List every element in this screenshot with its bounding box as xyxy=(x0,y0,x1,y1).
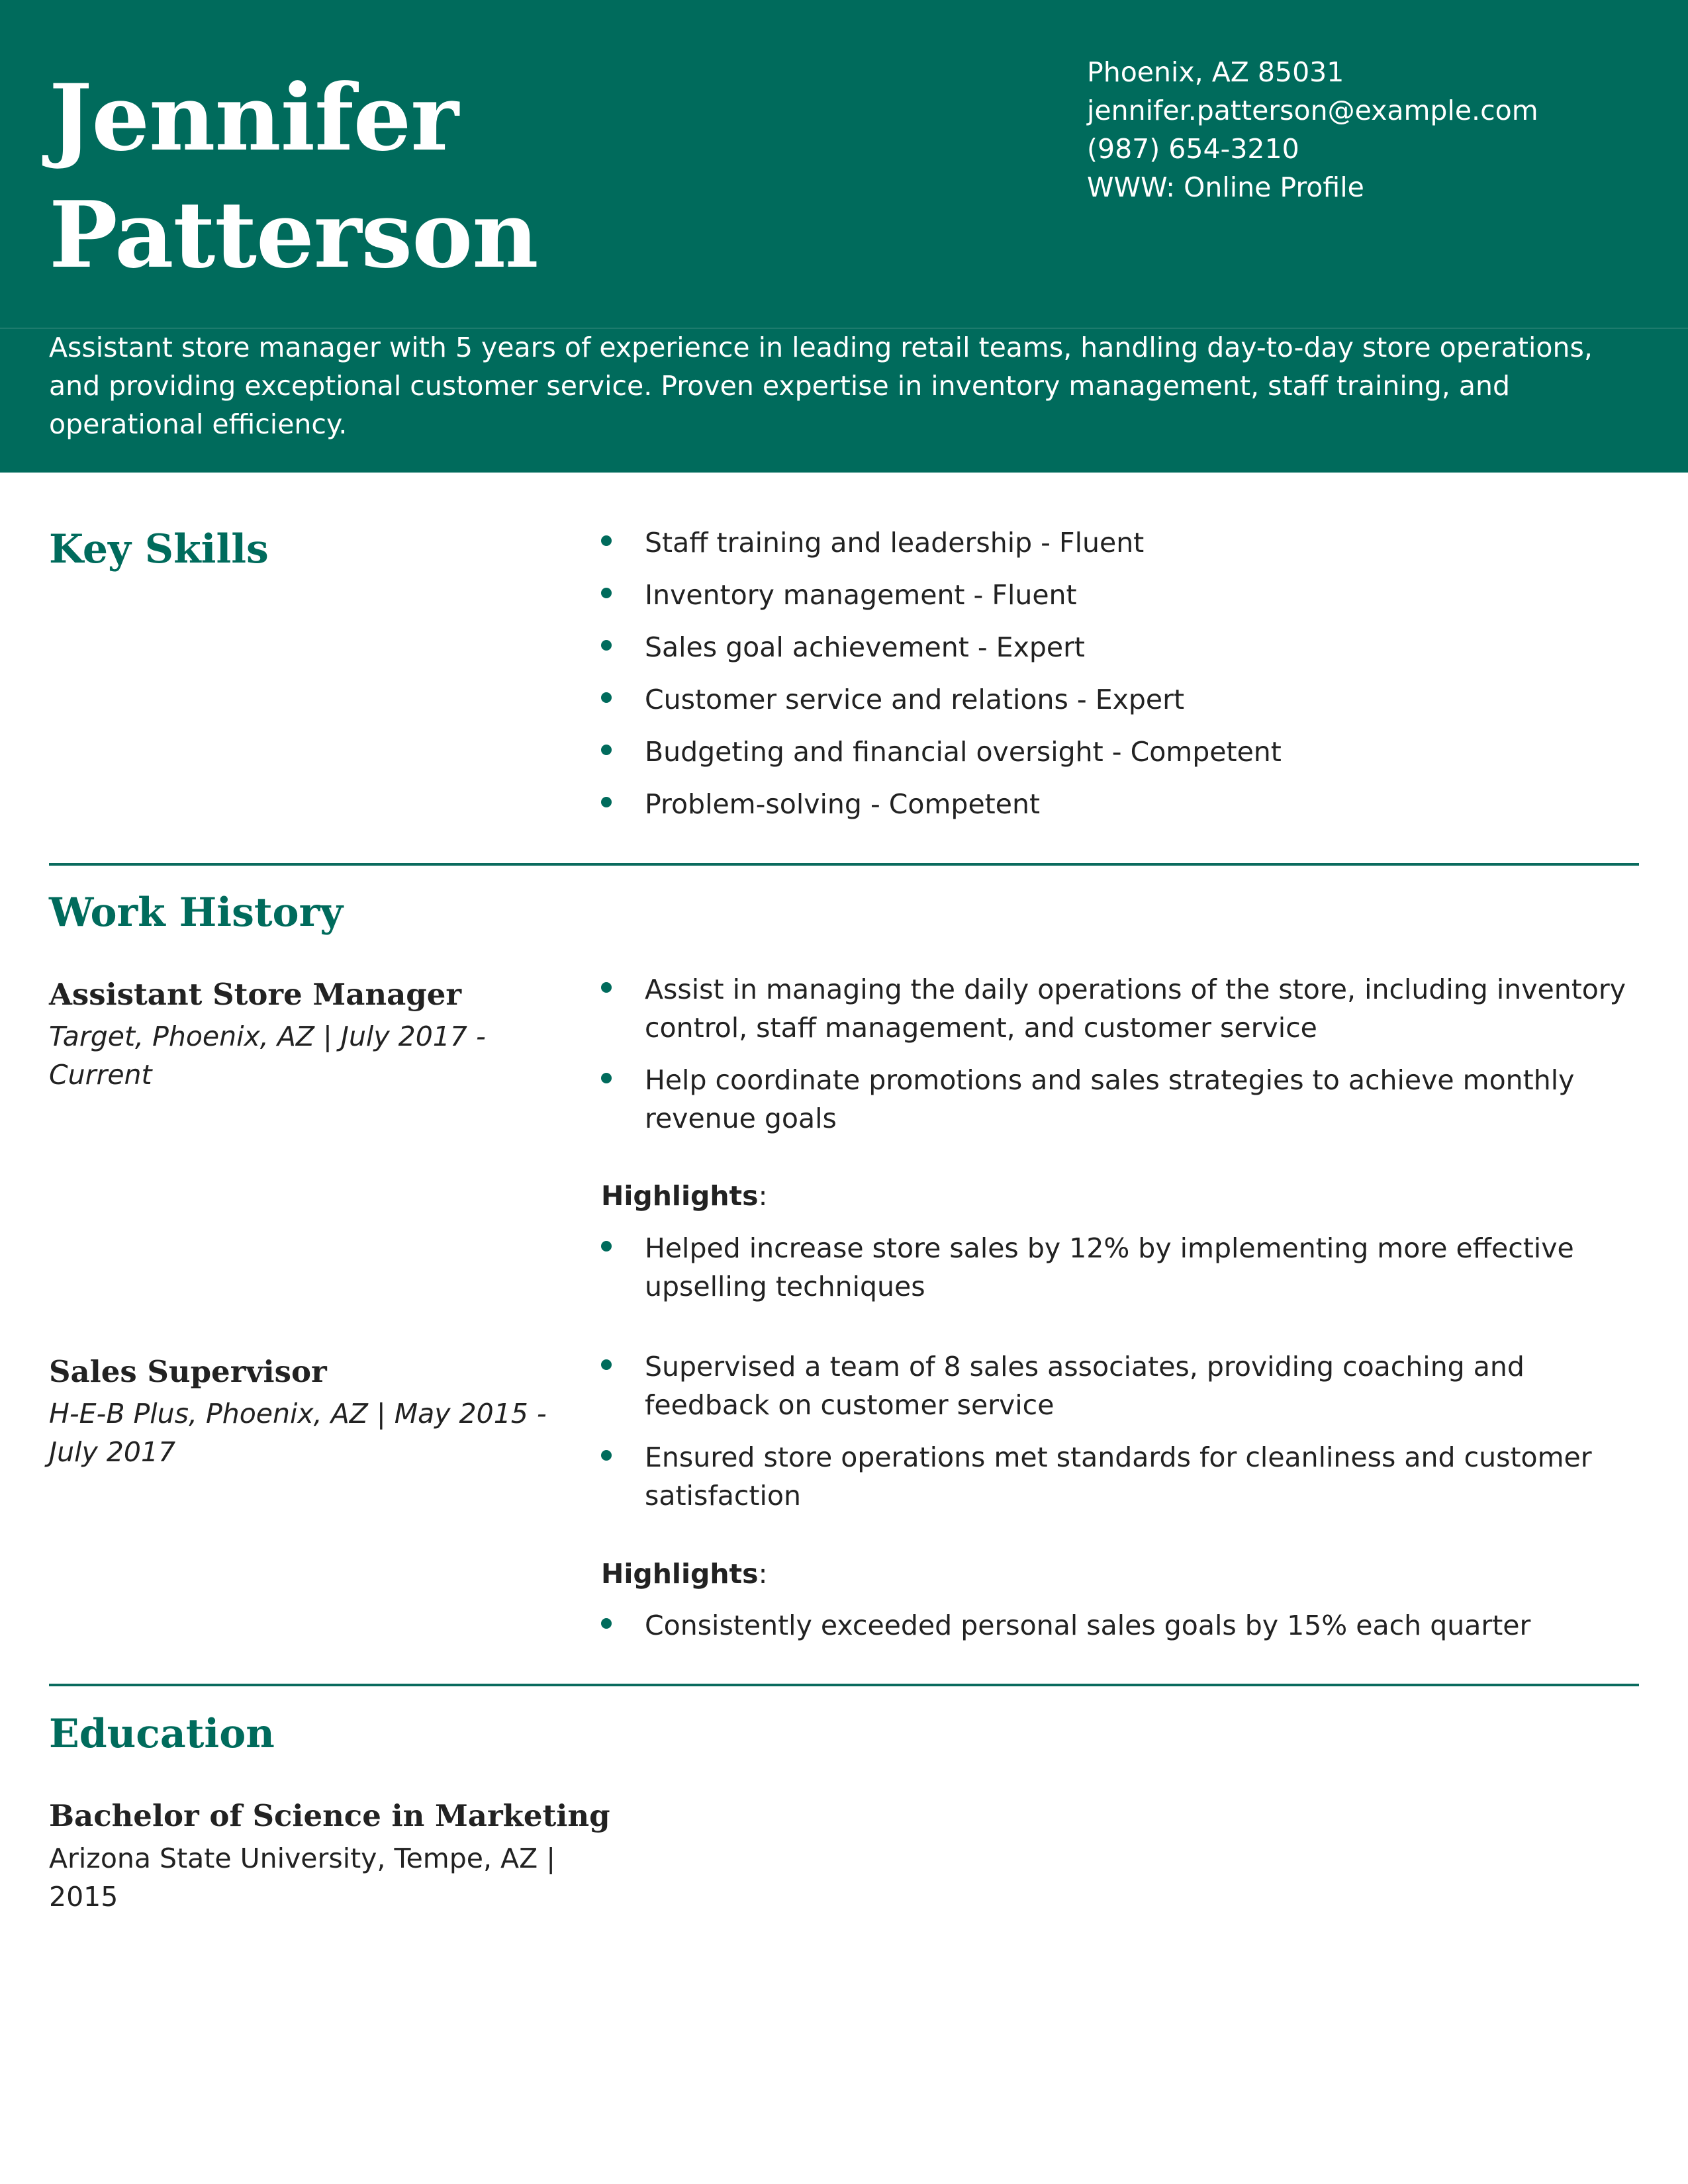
candidate-last-name: Patterson xyxy=(49,181,538,289)
skill-item xyxy=(601,628,1654,666)
skill-text: Customer service and relations - Expert xyxy=(645,684,1185,715)
job-highlight-item xyxy=(601,1606,1654,1645)
contact-website[interactable]: WWW: Online Profile xyxy=(1087,171,1364,203)
bullet-icon xyxy=(601,1359,612,1370)
contact-location: Phoenix, AZ 85031 xyxy=(1087,56,1344,88)
skill-item xyxy=(601,680,1654,719)
job-duties-list xyxy=(601,970,1654,1152)
skill-item xyxy=(601,733,1654,771)
job-duty-item xyxy=(601,970,1654,1047)
job-duty-item xyxy=(601,1438,1654,1515)
bullet-icon xyxy=(601,535,612,546)
job-highlight-item xyxy=(601,1229,1654,1306)
highlights-label: Highlights xyxy=(601,1180,759,1212)
bullet-icon xyxy=(601,640,612,651)
skill-text: Staff training and leadership - Fluent xyxy=(645,527,1145,559)
highlights-heading xyxy=(601,1555,767,1593)
professional-summary: Assistant store manager with 5 years of experience in leading retail teams, handling day-to-day store operations, and providing exceptional customer service. Proven expertise in inventory management, staff training, and operational efficiency. xyxy=(49,332,1593,440)
section-divider xyxy=(49,1684,1639,1686)
skill-text: Problem-solving - Competent xyxy=(645,788,1041,820)
bullet-icon xyxy=(601,1073,612,1083)
highlights-heading xyxy=(601,1177,767,1215)
bullet-icon xyxy=(601,1450,612,1461)
degree-title: Bachelor of Science in Marketing xyxy=(49,1798,610,1833)
education-section-title: Education xyxy=(49,1711,275,1757)
contact-block xyxy=(1087,53,1669,206)
job-duty-text: Help coordinate promotions and sales strategies to achieve monthly revenue goals xyxy=(645,1064,1575,1134)
skill-item xyxy=(601,576,1654,614)
bullet-icon xyxy=(601,1241,612,1251)
skill-text: Sales goal achievement - Expert xyxy=(645,631,1086,663)
job-meta: H-E-B Plus, Phoenix, AZ | May 2015 - July 2017 xyxy=(49,1398,547,1468)
job-highlight-text: Consistently exceeded personal sales goals by 15% each quarter xyxy=(645,1610,1531,1641)
contact-email[interactable]: jennifer.patterson@example.com xyxy=(1087,95,1538,126)
highlights-colon: : xyxy=(758,1180,768,1212)
job-title: Sales Supervisor xyxy=(49,1354,327,1389)
skills-list xyxy=(601,523,1654,837)
school-info: Arizona State University, Tempe, AZ | 2015 xyxy=(49,1843,556,1913)
job-duty-text: Ensured store operations met standards for cleanliness and customer satisfaction xyxy=(645,1441,1592,1512)
job-highlights-list xyxy=(601,1229,1654,1320)
highlights-colon: : xyxy=(758,1558,768,1590)
job-duty-item xyxy=(601,1061,1654,1138)
skill-item xyxy=(601,785,1654,823)
highlights-label: Highlights xyxy=(601,1558,759,1590)
job-highlights-list xyxy=(601,1606,1654,1659)
skill-text: Budgeting and financial oversight - Competent xyxy=(645,736,1282,768)
job-duty-item xyxy=(601,1347,1654,1424)
work-section-title: Work History xyxy=(49,889,344,936)
bullet-icon xyxy=(601,745,612,755)
bullet-icon xyxy=(601,1618,612,1629)
job-title: Assistant Store Manager xyxy=(49,977,462,1012)
section-divider xyxy=(49,863,1639,866)
bullet-icon xyxy=(601,797,612,807)
bullet-icon xyxy=(601,692,612,703)
job-duty-text: Assist in managing the daily operations of the store, including inventory control, staff management, and customer service xyxy=(645,974,1626,1044)
bullet-icon xyxy=(601,588,612,598)
candidate-first-name: Jennifer xyxy=(49,64,459,171)
job-highlight-text: Helped increase store sales by 12% by implementing more effective upselling techniques xyxy=(645,1232,1574,1302)
bullet-icon xyxy=(601,982,612,993)
skills-section-title: Key Skills xyxy=(49,526,269,572)
job-meta: Target, Phoenix, AZ | July 2017 - Current xyxy=(49,1021,486,1091)
job-duty-text: Supervised a team of 8 sales associates, providing coaching and feedback on customer service xyxy=(645,1351,1524,1421)
skill-item xyxy=(601,523,1654,562)
resume-header xyxy=(0,0,1688,328)
job-duties-list xyxy=(601,1347,1654,1529)
contact-phone: (987) 654-3210 xyxy=(1087,133,1299,165)
skill-text: Inventory management - Fluent xyxy=(645,579,1077,611)
